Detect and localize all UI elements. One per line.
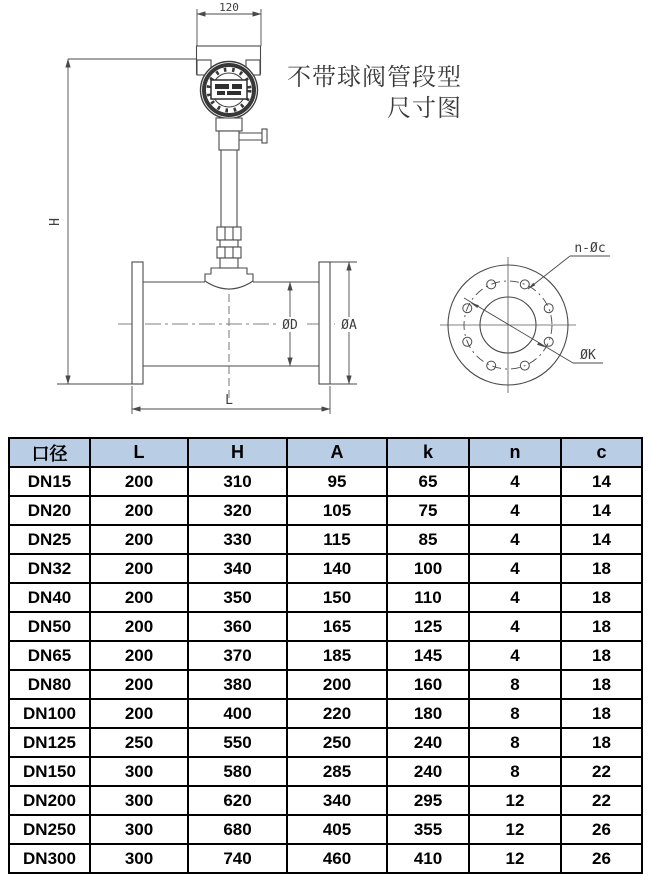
table-cell: 125 [387, 612, 469, 641]
table-cell: 8 [469, 670, 561, 699]
table-cell: 110 [387, 583, 469, 612]
drawing-title-line1: 不带球阀管段型 [287, 64, 462, 91]
table-row [9, 728, 642, 757]
cable-entry [239, 129, 267, 143]
table-cell: 18 [561, 699, 642, 728]
table-cell: 200 [90, 496, 188, 525]
dim-120 [197, 9, 261, 46]
table-cell: 14 [561, 496, 642, 525]
table-cell: 160 [387, 670, 469, 699]
table-cell: 370 [188, 641, 287, 670]
table-cell: 300 [90, 844, 188, 873]
table-cell: 8 [469, 699, 561, 728]
drawing-title-line2: 尺寸图 [387, 95, 462, 122]
table-cell: 220 [287, 699, 387, 728]
column-header: n [469, 438, 561, 467]
table-cell: 14 [561, 467, 642, 496]
lcd-display [211, 80, 247, 99]
column-header: k [387, 438, 469, 467]
table-cell: 4 [469, 583, 561, 612]
dim-label-OK: ØK [580, 348, 596, 363]
dim-label-120: 120 [219, 1, 239, 14]
table-cell: 8 [469, 728, 561, 757]
transmitter-head [197, 46, 268, 150]
table-cell: 26 [561, 844, 642, 873]
table-cell: 405 [287, 815, 387, 844]
table-cell: 18 [561, 612, 642, 641]
table-cell: 18 [561, 641, 642, 670]
table-cell: 460 [287, 844, 387, 873]
table-cell: 14 [561, 525, 642, 554]
table-row [9, 699, 642, 728]
table-cell: 65 [387, 467, 469, 496]
table-cell: 18 [561, 728, 642, 757]
table-row [9, 844, 642, 873]
table-cell: DN100 [9, 699, 90, 728]
table-row [9, 641, 642, 670]
table-cell: 300 [90, 757, 188, 786]
table-cell: 95 [287, 467, 387, 496]
table-row [9, 525, 642, 554]
column-header: 口径 [9, 438, 90, 467]
end-view-crosshair [440, 257, 576, 393]
table-cell: 355 [387, 815, 469, 844]
table-cell: 200 [90, 525, 188, 554]
table-cell: DN300 [9, 844, 90, 873]
table-row [9, 757, 642, 786]
table-cell: 380 [188, 670, 287, 699]
table-cell: 4 [469, 612, 561, 641]
table-cell: 200 [90, 554, 188, 583]
table-cell: 300 [90, 815, 188, 844]
table-cell: 145 [387, 641, 469, 670]
table-cell: DN20 [9, 496, 90, 525]
table-row [9, 612, 642, 641]
dim-label-bolt-holes: n-Øc [574, 241, 606, 256]
table-cell: 250 [90, 728, 188, 757]
sensor-stem [217, 150, 241, 268]
table-cell: 200 [90, 583, 188, 612]
table-cell: 200 [90, 699, 188, 728]
table-cell: DN15 [9, 467, 90, 496]
right-flange [319, 262, 330, 384]
table-cell: 300 [90, 786, 188, 815]
table-cell: 150 [287, 583, 387, 612]
table-cell: 295 [387, 786, 469, 815]
dim-label-L: L [225, 393, 233, 408]
column-header: A [287, 438, 387, 467]
dimensions-table [8, 437, 643, 874]
table-cell: 740 [188, 844, 287, 873]
table-cell: 240 [387, 728, 469, 757]
table-cell: DN65 [9, 641, 90, 670]
table-cell: DN50 [9, 612, 90, 641]
table-cell: 4 [469, 554, 561, 583]
table-cell: 22 [561, 786, 642, 815]
table-cell: 165 [287, 612, 387, 641]
table-cell: 350 [188, 583, 287, 612]
table-row [9, 670, 642, 699]
table-cell: 200 [90, 612, 188, 641]
table-cell: 200 [287, 670, 387, 699]
table-cell: 240 [387, 757, 469, 786]
drawing-title [287, 62, 462, 124]
table-row [9, 496, 642, 525]
table-header-row [9, 438, 642, 467]
technical-drawing [0, 0, 650, 437]
table-cell: 285 [287, 757, 387, 786]
table-cell: 400 [188, 699, 287, 728]
column-header: L [90, 438, 188, 467]
table-row [9, 467, 642, 496]
table-cell: 320 [188, 496, 287, 525]
table-cell: 200 [90, 467, 188, 496]
table-cell: 360 [188, 612, 287, 641]
table-cell: 580 [188, 757, 287, 786]
table-cell: 18 [561, 554, 642, 583]
table-cell: DN150 [9, 757, 90, 786]
table-cell: DN80 [9, 670, 90, 699]
dim-H [57, 59, 197, 384]
dim-label-H: H [48, 218, 63, 226]
table-cell: 85 [387, 525, 469, 554]
table-cell: 100 [387, 554, 469, 583]
table-cell: 4 [469, 525, 561, 554]
hex-nut-lower [217, 247, 241, 258]
table-cell: DN32 [9, 554, 90, 583]
table-cell: DN250 [9, 815, 90, 844]
table-cell: 22 [561, 757, 642, 786]
table-cell: 8 [469, 757, 561, 786]
table-cell: 200 [90, 670, 188, 699]
table-cell: 180 [387, 699, 469, 728]
table-cell: 105 [287, 496, 387, 525]
dim-label-OD: ØD [282, 318, 298, 333]
flange-end-view [440, 241, 610, 393]
table-cell: 4 [469, 641, 561, 670]
table-cell: 26 [561, 815, 642, 844]
table-cell: 200 [90, 641, 188, 670]
table-cell: 310 [188, 467, 287, 496]
dim-label-OA: ØA [341, 318, 357, 333]
table-cell: 340 [287, 786, 387, 815]
table-cell: 340 [188, 554, 287, 583]
table-cell: 115 [287, 525, 387, 554]
table-cell: 140 [287, 554, 387, 583]
table-cell: DN40 [9, 583, 90, 612]
table-cell: 75 [387, 496, 469, 525]
table-cell: 12 [469, 844, 561, 873]
hex-nut-upper [217, 227, 241, 240]
dim-bolt-holes-leader [528, 256, 610, 289]
table-cell: 250 [287, 728, 387, 757]
table-cell: 550 [188, 728, 287, 757]
table-row [9, 786, 642, 815]
table-cell: 620 [188, 786, 287, 815]
table-cell: 12 [469, 786, 561, 815]
table-cell: DN200 [9, 786, 90, 815]
table-cell: 330 [188, 525, 287, 554]
column-header: H [188, 438, 287, 467]
table-cell: 18 [561, 583, 642, 612]
table-row [9, 554, 642, 583]
table-cell: 4 [469, 467, 561, 496]
table-cell: 4 [469, 496, 561, 525]
table-cell: 410 [387, 844, 469, 873]
table-cell: 185 [287, 641, 387, 670]
table-cell: 12 [469, 815, 561, 844]
column-header: c [561, 438, 642, 467]
table-cell: 18 [561, 670, 642, 699]
sensor-mounting-boss [205, 268, 253, 289]
table-cell: 680 [188, 815, 287, 844]
table-cell: DN25 [9, 525, 90, 554]
left-flange [132, 262, 143, 384]
table-cell: DN125 [9, 728, 90, 757]
table-row [9, 815, 642, 844]
table-row [9, 583, 642, 612]
